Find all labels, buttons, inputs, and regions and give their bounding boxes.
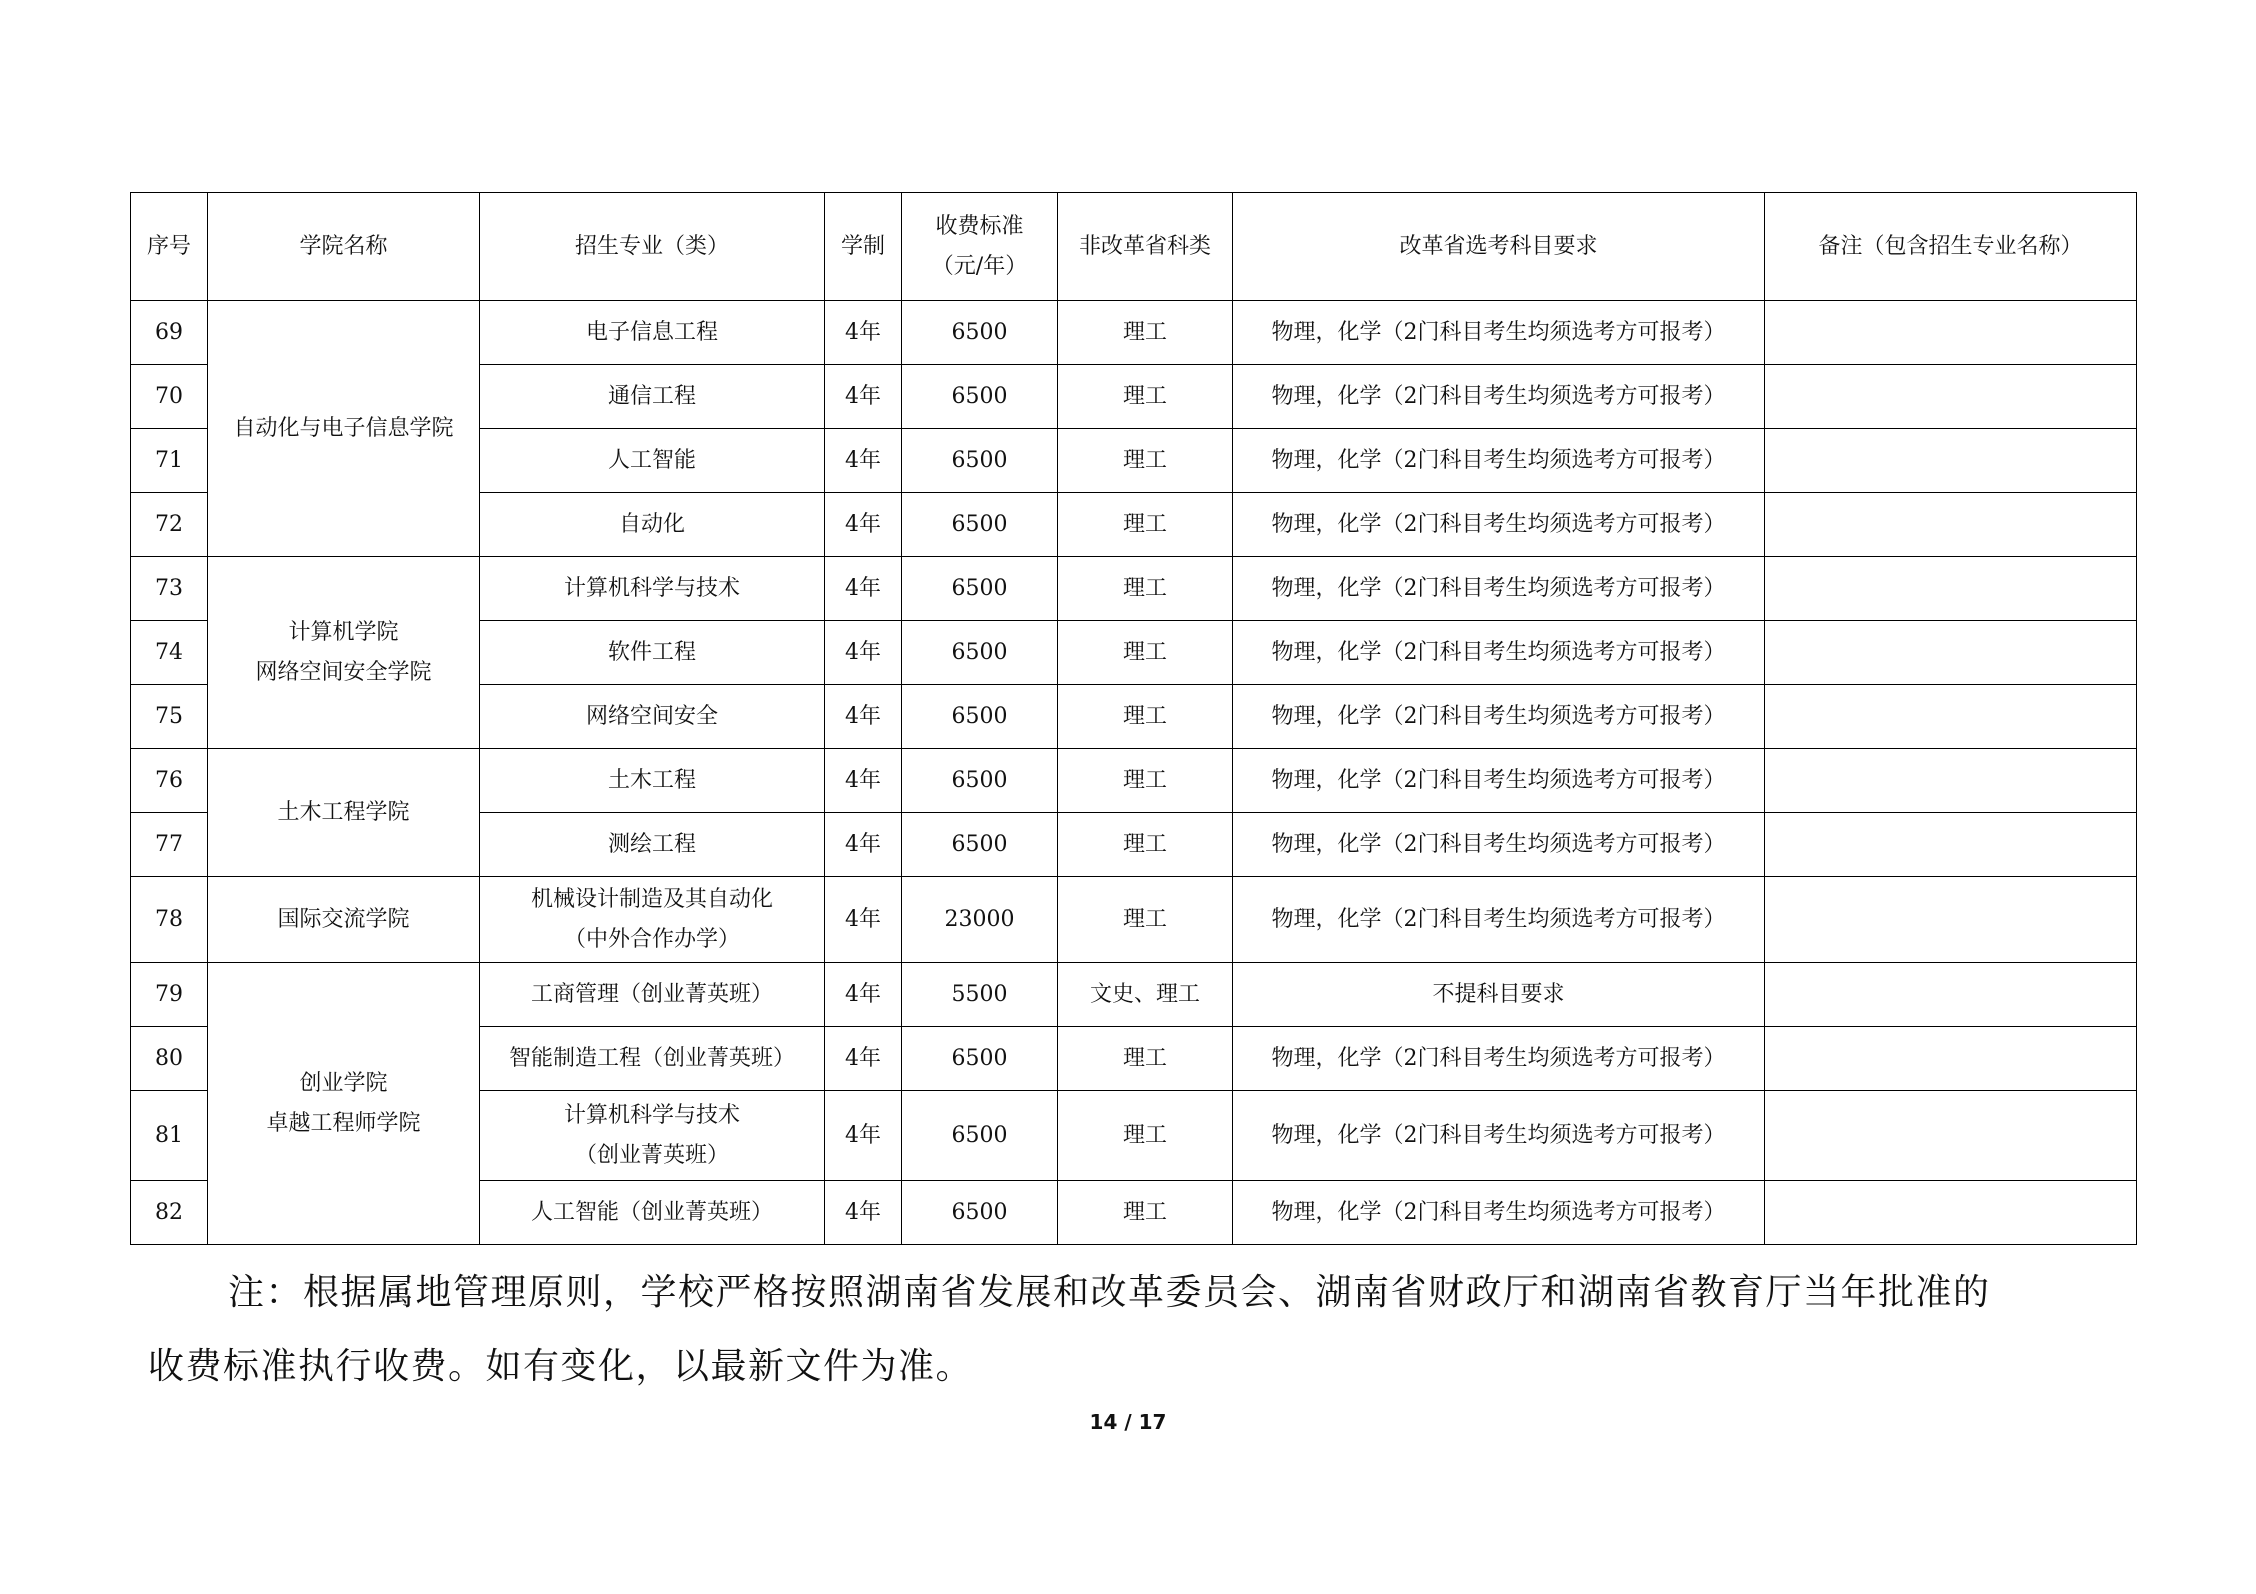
header-fee-line1: 收费标准: [935, 213, 1024, 239]
subject-req-cell: 物理，化学（2门科目考生均须选考方可报考）: [1233, 429, 1765, 493]
remark-cell: [1765, 493, 2137, 557]
remark-cell: [1765, 749, 2137, 813]
remark-cell: [1765, 429, 2137, 493]
years-cell: 4年: [825, 365, 902, 429]
category-cell: 理工: [1058, 493, 1233, 557]
subject-req-cell: 不提科目要求: [1233, 963, 1765, 1027]
remark-cell: [1765, 365, 2137, 429]
years-cell: 4年: [825, 1091, 902, 1181]
seq-cell: 74: [131, 621, 208, 685]
college-line2: 网络空间安全学院: [255, 659, 432, 685]
category-cell: 理工: [1058, 365, 1233, 429]
major-cell: 网络空间安全: [480, 685, 825, 749]
years-cell: 4年: [825, 963, 902, 1027]
seq-cell: 79: [131, 963, 208, 1027]
years-cell: 4年: [825, 685, 902, 749]
college-line2: 卓越工程师学院: [266, 1110, 421, 1136]
major-cell: [480, 877, 825, 963]
subject-req-cell: 物理，化学（2门科目考生均须选考方可报考）: [1233, 301, 1765, 365]
subject-req-cell: 物理，化学（2门科目考生均须选考方可报考）: [1233, 749, 1765, 813]
remark-cell: [1765, 877, 2137, 963]
fee-cell: 5500: [902, 963, 1058, 1027]
header-fee-line2: （元/年）: [931, 253, 1028, 279]
remark-cell: [1765, 557, 2137, 621]
major-cell: 人工智能（创业菁英班）: [480, 1181, 825, 1245]
major-line1: 机械设计制造及其自动化: [530, 886, 773, 912]
fee-cell: 6500: [902, 493, 1058, 557]
category-cell: 理工: [1058, 1181, 1233, 1245]
years-cell: 4年: [825, 621, 902, 685]
years-cell: 4年: [825, 429, 902, 493]
table-row: [131, 301, 2137, 365]
seq-cell: 78: [131, 877, 208, 963]
seq-cell: 80: [131, 1027, 208, 1091]
seq-cell: 81: [131, 1091, 208, 1181]
note-line2: 收费标准执行收费。如有变化，以最新文件为准。: [148, 1346, 974, 1387]
major-cell: 人工智能: [480, 429, 825, 493]
years-cell: 4年: [825, 1181, 902, 1245]
remark-cell: [1765, 1181, 2137, 1245]
years-cell: 4年: [825, 877, 902, 963]
fee-cell: 6500: [902, 301, 1058, 365]
fee-cell: 6500: [902, 365, 1058, 429]
years-cell: 4年: [825, 1027, 902, 1091]
category-cell: 理工: [1058, 1091, 1233, 1181]
major-cell: 土木工程: [480, 749, 825, 813]
category-cell: 文史、理工: [1058, 963, 1233, 1027]
subject-req-cell: 物理，化学（2门科目考生均须选考方可报考）: [1233, 493, 1765, 557]
years-cell: 4年: [825, 493, 902, 557]
major-cell: 工商管理（创业菁英班）: [480, 963, 825, 1027]
fee-cell: 6500: [902, 749, 1058, 813]
college-cell: [208, 557, 480, 749]
college-line1: 计算机学院: [288, 619, 399, 645]
college-cell: 国际交流学院: [208, 877, 480, 963]
fee-cell: 6500: [902, 429, 1058, 493]
fee-cell: 6500: [902, 1091, 1058, 1181]
header-fee: [902, 193, 1058, 301]
seq-cell: 71: [131, 429, 208, 493]
table-row: [131, 557, 2137, 621]
header-years: 学制: [825, 193, 902, 301]
header-category: 非改革省科类: [1058, 193, 1233, 301]
category-cell: 理工: [1058, 621, 1233, 685]
years-cell: 4年: [825, 557, 902, 621]
fee-cell: 6500: [902, 1027, 1058, 1091]
note-line1: 注：根据属地管理原则，学校严格按照湖南省发展和改革委员会、湖南省财政厅和湖南省教育厅当年批准的: [228, 1272, 1991, 1313]
fee-cell: 6500: [902, 1181, 1058, 1245]
major-cell: 通信工程: [480, 365, 825, 429]
category-cell: 理工: [1058, 749, 1233, 813]
category-cell: 理工: [1058, 813, 1233, 877]
subject-req-cell: 物理，化学（2门科目考生均须选考方可报考）: [1233, 1181, 1765, 1245]
header-college: 学院名称: [208, 193, 480, 301]
fee-table: [130, 192, 2137, 1245]
fee-cell: 23000: [902, 877, 1058, 963]
header-subject-req: 改革省选考科目要求: [1233, 193, 1765, 301]
fee-cell: 6500: [902, 621, 1058, 685]
table-row: [131, 963, 2137, 1027]
college-cell: [208, 963, 480, 1245]
header-row: [131, 193, 2137, 301]
subject-req-cell: 物理，化学（2门科目考生均须选考方可报考）: [1233, 877, 1765, 963]
category-cell: 理工: [1058, 557, 1233, 621]
seq-cell: 76: [131, 749, 208, 813]
category-cell: 理工: [1058, 685, 1233, 749]
category-cell: 理工: [1058, 877, 1233, 963]
subject-req-cell: 物理，化学（2门科目考生均须选考方可报考）: [1233, 365, 1765, 429]
major-cell: 测绘工程: [480, 813, 825, 877]
seq-cell: 75: [131, 685, 208, 749]
table-row: [131, 749, 2137, 813]
major-line2: （创业菁英班）: [574, 1142, 729, 1168]
remark-cell: [1765, 621, 2137, 685]
college-cell: 自动化与电子信息学院: [208, 301, 480, 557]
header-major: 招生专业（类）: [480, 193, 825, 301]
college-cell: 土木工程学院: [208, 749, 480, 877]
fee-cell: 6500: [902, 813, 1058, 877]
remark-cell: [1765, 1091, 2137, 1181]
major-cell: 智能制造工程（创业菁英班）: [480, 1027, 825, 1091]
major-cell: [480, 1091, 825, 1181]
major-line2: （中外合作办学）: [563, 926, 740, 952]
fee-note: [148, 1256, 2128, 1404]
category-cell: 理工: [1058, 1027, 1233, 1091]
remark-cell: [1765, 1027, 2137, 1091]
header-remark: 备注（包含招生专业名称）: [1765, 193, 2137, 301]
table-row: [131, 877, 2137, 963]
category-cell: 理工: [1058, 301, 1233, 365]
years-cell: 4年: [825, 813, 902, 877]
college-line1: 创业学院: [299, 1070, 388, 1096]
remark-cell: [1765, 301, 2137, 365]
seq-cell: 69: [131, 301, 208, 365]
major-cell: 电子信息工程: [480, 301, 825, 365]
seq-cell: 77: [131, 813, 208, 877]
major-cell: 计算机科学与技术: [480, 557, 825, 621]
subject-req-cell: 物理，化学（2门科目考生均须选考方可报考）: [1233, 813, 1765, 877]
fee-cell: 6500: [902, 557, 1058, 621]
fee-cell: 6500: [902, 685, 1058, 749]
seq-cell: 82: [131, 1181, 208, 1245]
seq-cell: 73: [131, 557, 208, 621]
header-seq: 序号: [131, 193, 208, 301]
subject-req-cell: 物理，化学（2门科目考生均须选考方可报考）: [1233, 1091, 1765, 1181]
years-cell: 4年: [825, 749, 902, 813]
subject-req-cell: 物理，化学（2门科目考生均须选考方可报考）: [1233, 621, 1765, 685]
category-cell: 理工: [1058, 429, 1233, 493]
remark-cell: [1765, 685, 2137, 749]
remark-cell: [1765, 813, 2137, 877]
years-cell: 4年: [825, 301, 902, 365]
major-cell: 自动化: [480, 493, 825, 557]
subject-req-cell: 物理，化学（2门科目考生均须选考方可报考）: [1233, 1027, 1765, 1091]
subject-req-cell: 物理，化学（2门科目考生均须选考方可报考）: [1233, 685, 1765, 749]
seq-cell: 72: [131, 493, 208, 557]
page-number: 14 / 17: [1089, 1410, 1167, 1434]
seq-cell: 70: [131, 365, 208, 429]
remark-cell: [1765, 963, 2137, 1027]
major-line1: 计算机科学与技术: [563, 1102, 740, 1128]
subject-req-cell: 物理，化学（2门科目考生均须选考方可报考）: [1233, 557, 1765, 621]
major-cell: 软件工程: [480, 621, 825, 685]
